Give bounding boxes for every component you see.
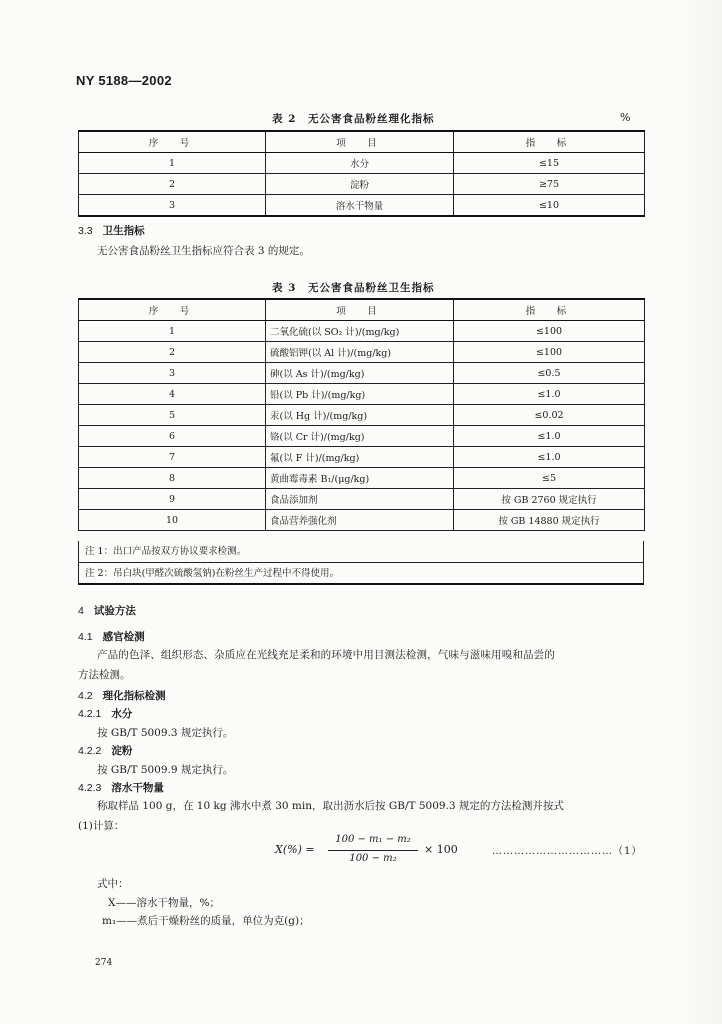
row-no: 2 xyxy=(79,342,266,363)
row-no: 1 xyxy=(79,153,266,174)
section-title: 水分 xyxy=(111,708,133,720)
formula-number: ……………………………（1） xyxy=(492,846,643,857)
section-title: 感官检测 xyxy=(102,631,145,643)
section-4-2-2-text: 按 GB/T 5009.9 规定执行。 xyxy=(97,764,234,776)
section-4-1-text-line1: 产品的色泽、组织形态、杂质应在光线充足柔和的环境中用目测法检测，气味与滋味用嗅和品尝的 xyxy=(97,649,555,661)
row-item: 水分 xyxy=(266,153,454,174)
table2 xyxy=(78,130,645,217)
formula-rhs: × 100 xyxy=(424,843,458,856)
row-item: 食品营养强化剂 xyxy=(266,510,454,531)
row-no: 8 xyxy=(79,468,266,489)
row-no: 5 xyxy=(79,405,266,426)
page-number: 274 xyxy=(95,958,113,968)
row-item: 淀粉 xyxy=(266,174,454,195)
section-title: 淀粉 xyxy=(111,745,133,757)
table2-header-row xyxy=(79,131,645,153)
table-row xyxy=(79,384,645,405)
table3-notes xyxy=(78,541,644,585)
row-no: 1 xyxy=(79,321,266,342)
section-number: 3.3 xyxy=(78,225,93,237)
table-row xyxy=(79,363,645,384)
table-row xyxy=(79,510,645,531)
formula-lhs: X(%) = xyxy=(275,843,315,856)
formula-numerator: 100 − m₁ − m₂ xyxy=(335,834,411,845)
row-value: 按 GB 2760 规定执行 xyxy=(454,489,645,510)
row-no: 7 xyxy=(79,447,266,468)
table-row xyxy=(79,174,645,195)
definition-x: X——溶水干物量，%； xyxy=(108,897,220,909)
row-value: ≤1.0 xyxy=(454,426,645,447)
section-3-3-text: 无公害食品粉丝卫生指标应符合表 3 的规定。 xyxy=(97,245,310,257)
standard-code: NY 5188—2002 xyxy=(76,73,172,88)
row-item: 黄曲霉毒素 B₁/(μg/kg) xyxy=(266,468,454,489)
row-value: 按 GB 14880 规定执行 xyxy=(454,510,645,531)
table-row xyxy=(79,489,645,510)
section-title: 溶水干物量 xyxy=(111,782,164,794)
table-row xyxy=(79,426,645,447)
section-4-2-3-heading xyxy=(78,780,164,795)
row-value: ≤100 xyxy=(454,342,645,363)
section-number: 4.2 xyxy=(78,690,93,702)
table3 xyxy=(78,298,645,531)
section-4-2-2-heading xyxy=(78,743,132,758)
row-value: ≤1.0 xyxy=(454,384,645,405)
section-4-2-1-heading xyxy=(78,706,132,721)
row-item: 氟(以 F 计)/(mg/kg) xyxy=(266,447,454,468)
row-value: ≤10 xyxy=(454,195,645,217)
table2-unit: % xyxy=(620,111,631,124)
table-row xyxy=(79,447,645,468)
row-value: ≤0.02 xyxy=(454,405,645,426)
row-item: 食品添加剂 xyxy=(266,489,454,510)
table2-header-no: 序 号 xyxy=(79,131,266,153)
table3-caption: 表 3 无公害食品粉丝卫生指标 xyxy=(272,282,435,294)
section-number: 4.2.3 xyxy=(78,782,102,794)
table2-caption: 表 2 无公害食品粉丝理化指标 xyxy=(272,113,435,125)
section-title: 试验方法 xyxy=(93,605,136,617)
section-4-1-text-line2: 方法检测。 xyxy=(78,669,131,681)
table2-header-value: 指 标 xyxy=(454,131,645,153)
table3-note-2: 注 2：吊白块(甲醛次硫酸氢钠)在粉丝生产过程中不得使用。 xyxy=(79,562,643,584)
row-no: 6 xyxy=(79,426,266,447)
row-no: 10 xyxy=(79,510,266,531)
section-4-2-3-text-line1: 称取样品 100 g，在 10 kg 沸水中煮 30 min，取出沥水后按 GB/T 5009.3 规定的方法检测并按式 xyxy=(97,800,564,812)
formula-denominator: 100 − m₂ xyxy=(349,853,397,864)
row-value: ≤15 xyxy=(454,153,645,174)
table3-header-value: 指 标 xyxy=(454,299,645,321)
row-item: 汞(以 Hg 计)/(mg/kg) xyxy=(266,405,454,426)
row-item: 硫酸铝钾(以 Al 计)/(mg/kg) xyxy=(266,342,454,363)
table3-header-item: 项 目 xyxy=(266,299,454,321)
row-no: 4 xyxy=(79,384,266,405)
page-edge-shadow xyxy=(682,0,722,1024)
row-no: 2 xyxy=(79,174,266,195)
section-4-heading xyxy=(78,603,136,618)
row-item: 铅(以 Pb 计)/(mg/kg) xyxy=(266,384,454,405)
row-no: 3 xyxy=(79,363,266,384)
section-number: 4.1 xyxy=(78,631,93,643)
section-4-1-heading xyxy=(78,629,145,644)
row-item: 二氧化硫(以 SO₂ 计)/(mg/kg) xyxy=(266,321,454,342)
section-4-2-3-text-line2: (1)计算： xyxy=(78,820,125,832)
table3-header-no: 序 号 xyxy=(79,299,266,321)
row-item: 溶水干物量 xyxy=(266,195,454,217)
table3-note-1: 注 1：出口产品按双方协议要求检测。 xyxy=(85,546,247,557)
formula-fraction-bar xyxy=(328,850,418,851)
table-row xyxy=(79,342,645,363)
table2-header-item: 项 目 xyxy=(266,131,454,153)
section-4-2-1-text: 按 GB/T 5009.3 规定执行。 xyxy=(97,727,234,739)
section-title: 理化指标检测 xyxy=(102,690,166,702)
row-value: ≤5 xyxy=(454,468,645,489)
table-row xyxy=(79,153,645,174)
table-row xyxy=(79,195,645,217)
section-number: 4.2.2 xyxy=(78,745,102,757)
definition-m1: m₁——煮后干燥粉丝的质量，单位为克(g)； xyxy=(102,915,310,927)
section-4-2-heading xyxy=(78,688,166,703)
row-value: ≤1.0 xyxy=(454,447,645,468)
section-3-3-heading xyxy=(78,223,145,238)
row-no: 9 xyxy=(79,489,266,510)
row-item: 砷(以 As 计)/(mg/kg) xyxy=(266,363,454,384)
table-row xyxy=(79,321,645,342)
row-value: ≤0.5 xyxy=(454,363,645,384)
table-row xyxy=(79,405,645,426)
table3-header-row xyxy=(79,299,645,321)
row-value: ≤100 xyxy=(454,321,645,342)
table-row xyxy=(79,468,645,489)
row-value: ≥75 xyxy=(454,174,645,195)
row-no: 3 xyxy=(79,195,266,217)
section-title: 卫生指标 xyxy=(102,225,145,237)
section-number: 4 xyxy=(78,605,84,617)
row-item: 铬(以 Cr 计)/(mg/kg) xyxy=(266,426,454,447)
section-number: 4.2.1 xyxy=(78,708,102,720)
definitions-intro: 式中： xyxy=(97,878,129,890)
